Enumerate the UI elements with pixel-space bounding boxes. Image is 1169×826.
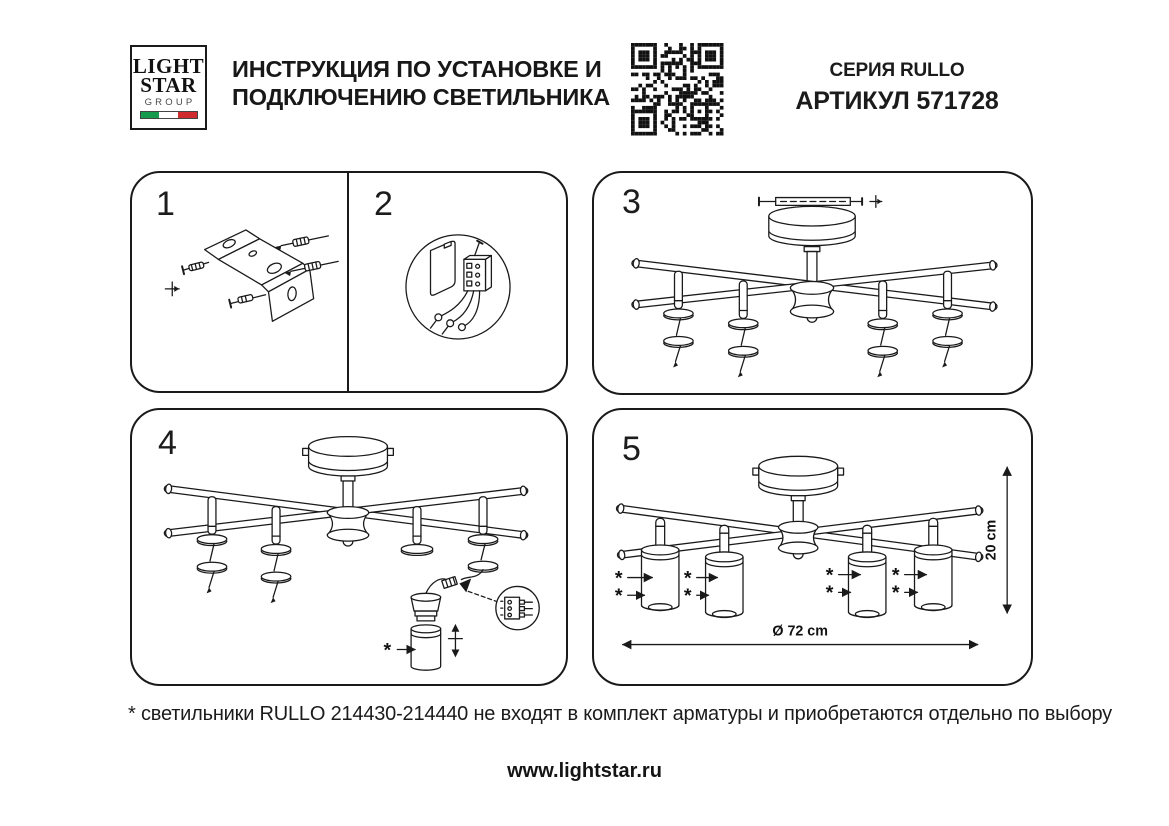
title-line-2: ПОДКЛЮЧЕНИЮ СВЕТИЛЬНИКА	[232, 83, 610, 110]
step-3-number: 3	[622, 183, 641, 221]
step-2-number: 2	[374, 185, 393, 223]
diameter-dimension	[623, 624, 978, 645]
page-title	[232, 56, 610, 111]
footnote: * светильники RULLO 214430-214440 не входят в комплект арматуры и приобретаются отдельно по выбору	[128, 703, 1112, 725]
height-dimension	[983, 467, 1007, 613]
panel-step-3	[592, 171, 1033, 395]
panel-steps-1-2	[130, 171, 568, 393]
lamp-drawing	[411, 593, 441, 670]
step-4-diagram	[132, 410, 566, 684]
svg-text:*: *	[891, 582, 900, 605]
canopy-drawing	[769, 206, 855, 287]
svg-text:*: *	[614, 585, 623, 608]
step-5-number: 5	[622, 430, 641, 468]
svg-text:*: *	[825, 564, 834, 587]
ceiling-bar-drawing	[759, 196, 882, 208]
panel-step-5	[592, 408, 1033, 686]
terminal-callout-drawing	[496, 586, 539, 629]
qr-code	[631, 43, 724, 136]
italian-flag-bar	[140, 111, 198, 119]
svg-text:*: *	[683, 585, 692, 608]
hub-drawing	[790, 282, 833, 323]
series-label: СЕРИЯ RULLO	[829, 60, 965, 81]
title-line-1: ИНСТРУКЦИЯ ПО УСТАНОВКЕ И	[232, 56, 602, 82]
step-5-diagram	[594, 410, 1031, 684]
svg-text:*: *	[614, 567, 623, 590]
move-direction-icon	[449, 624, 463, 658]
logo-group: GROUP	[144, 96, 196, 108]
height-label: 20 cm	[983, 519, 1000, 561]
svg-text:*: *	[891, 564, 900, 587]
product-info	[787, 60, 1007, 116]
svg-text:*: *	[683, 567, 692, 590]
lightstar-logo	[130, 45, 207, 130]
website-url: www.lightstar.ru	[507, 760, 662, 782]
hub-drawing	[778, 521, 817, 558]
canopy-drawing	[753, 456, 844, 528]
step-1-2-diagram	[132, 173, 566, 391]
wiring-detail-drawing	[406, 235, 510, 339]
canopy-drawing	[303, 437, 394, 511]
asterisk-mark: *	[383, 639, 392, 662]
step-3-diagram	[594, 173, 1031, 393]
panel-step-4	[130, 408, 568, 686]
logo-star: STAR	[140, 72, 197, 97]
article-label: АРТИКУЛ 571728	[795, 87, 999, 115]
svg-text:*: *	[825, 582, 834, 605]
diameter-label: Ø 72 cm	[772, 623, 828, 640]
step-1-number: 1	[156, 185, 175, 223]
step-4-number: 4	[158, 424, 177, 462]
mounting-bracket-drawing	[165, 230, 338, 321]
hub-drawing	[327, 507, 368, 546]
logo-light: LIGHT	[132, 53, 205, 78]
